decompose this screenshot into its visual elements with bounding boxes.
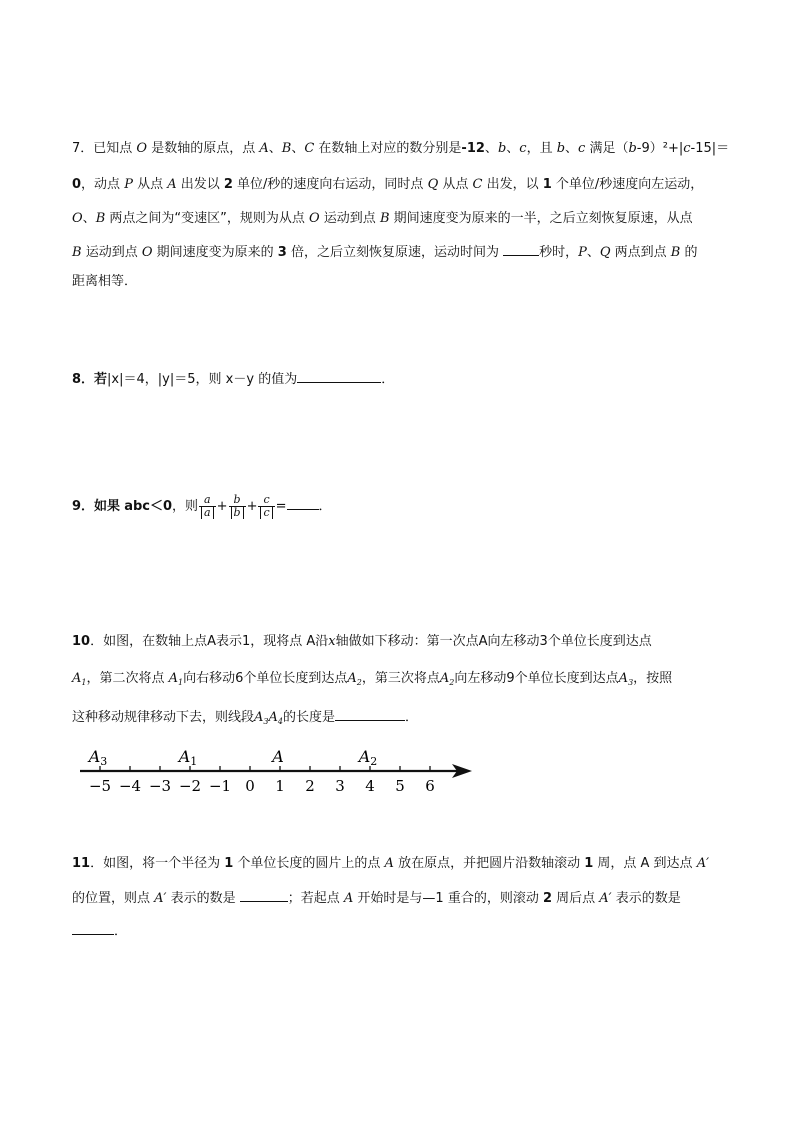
q7l1-seg-22: -15|＝ xyxy=(690,141,730,156)
q9-frac-b: $\frac{b}{b}$ xyxy=(229,494,246,519)
q10-line-3 xyxy=(72,706,418,731)
q10-line-1 xyxy=(72,633,652,651)
q11-l2-g: 表示的数是 xyxy=(611,891,681,906)
point-label: A3 xyxy=(88,747,108,768)
q7l2-seg-6: 2 xyxy=(223,177,233,192)
q10-pt-a1b: $A_1$ xyxy=(168,671,184,687)
q11l1-seg-1: ．如图，将一个半径为 xyxy=(90,856,225,871)
q7l1-seg-7: C xyxy=(304,141,315,156)
q7l1-seg-20: -9）²+| xyxy=(636,141,684,156)
q7l3-seg-1: 、 xyxy=(82,211,96,226)
q7l1-seg-8: 在数轴上对应的数分别是 xyxy=(314,141,462,156)
q10-l3-a: 这种移动规律移动下去，则线段 xyxy=(72,710,255,725)
tick-label: 2 xyxy=(305,777,315,795)
q11-l2-d: 开始时是与 xyxy=(353,891,423,906)
q10-l2-c: ，第三次将点 xyxy=(361,671,440,686)
q7l4-seg-9: Q xyxy=(599,245,611,260)
q7l4-seg-1: 运动到点 xyxy=(81,245,142,260)
q7l1-seg-16: 、 xyxy=(565,141,579,156)
q9-frac-a: $\frac{a}{a}$ xyxy=(199,494,216,519)
q7l1-seg-5: B xyxy=(281,141,292,156)
q9-end: ． xyxy=(318,499,332,514)
q7l1-seg-12: 、 xyxy=(506,141,520,156)
q8-eq4: ＝4， xyxy=(123,372,158,387)
q7l2-seg-0: 0 xyxy=(72,177,82,192)
q7l4-seg-10: 两点到点 xyxy=(610,245,671,260)
tick-label: −5 xyxy=(88,777,112,795)
q11-l3-end: ． xyxy=(114,924,128,939)
q7l2-seg-5: 出发以 xyxy=(176,177,224,192)
q11l1-seg-4: A xyxy=(384,856,394,871)
q7l1-seg-6: 、 xyxy=(291,141,305,156)
q10-pt-a3: $A_3$ xyxy=(618,671,634,687)
q10l1-seg-2: x xyxy=(328,634,336,649)
q9-prefix: 9．如果 xyxy=(72,499,121,514)
q10-pt-a2b: $A_2$ xyxy=(439,671,455,687)
q11-l2-n: 2 xyxy=(542,891,553,906)
q10-l2-a: ，第二次将点 xyxy=(86,671,165,686)
q10-l2-e: ，按照 xyxy=(633,671,673,686)
q7l1-seg-10: 、 xyxy=(484,141,498,156)
q7l3-seg-3: 两点之间为“变速区”，规则为从点 xyxy=(105,211,309,226)
q10-l3-b: 的长度是 xyxy=(282,710,335,725)
tick-label: 6 xyxy=(425,777,435,795)
q11l1-seg-6: 1 xyxy=(584,856,594,871)
q10-pt-a1: $A_1$ xyxy=(72,671,87,687)
q10l1-seg-3: 轴做如下移动：第一次点A向左移动3个单位长度到达点 xyxy=(335,634,652,649)
q7l2-seg-10: C xyxy=(472,177,483,192)
q11-line-2 xyxy=(72,887,681,908)
q8-line xyxy=(72,368,394,389)
tick-label: −2 xyxy=(178,777,202,795)
q7l3-seg-5: 运动到点 xyxy=(319,211,380,226)
tick-label: 0 xyxy=(245,777,255,795)
q7l4-seg-3: 期间速度变为原来的 xyxy=(152,245,278,260)
q7l2-seg-3: 从点 xyxy=(132,177,168,192)
q11-l2-pt2: A xyxy=(343,891,354,906)
q11-l2-f: 周后点 xyxy=(552,891,600,906)
q7l1-seg-14: ，且 xyxy=(526,141,557,156)
q7-line-4 xyxy=(72,241,698,262)
q9-frac-c: $\frac{c}{c}$ xyxy=(258,494,274,519)
q7l2-seg-9: 从点 xyxy=(438,177,473,192)
q7l4-seg-0: B xyxy=(72,245,82,260)
q9-answer-blank[interactable] xyxy=(287,495,319,510)
q10-l2-d: 向左移动9个单位长度到达点 xyxy=(454,671,619,686)
q9-plus-1: + xyxy=(216,499,228,514)
q10-l3-end: ． xyxy=(405,710,419,725)
q7l2-seg-11: 出发，以 xyxy=(482,177,543,192)
q7l3-seg-2: B xyxy=(95,211,106,226)
q7l2-seg-12: 1 xyxy=(542,177,552,192)
q8-abs-x: |x| xyxy=(107,372,124,387)
q11l1-seg-5: 放在原点，并把圆片沿数轴滚动 xyxy=(393,856,585,871)
tick-label: 1 xyxy=(275,777,285,795)
q10-l2-b: 向右移动6个单位长度到达点 xyxy=(183,671,348,686)
q7l2-seg-4: A xyxy=(167,177,177,192)
q7-answer-blank[interactable] xyxy=(503,241,539,256)
q7l3-seg-6: B xyxy=(379,211,390,226)
q7l1-seg-18: 满足（ xyxy=(585,141,629,156)
q9-line xyxy=(72,493,332,521)
tick-label: −4 xyxy=(118,777,142,795)
q8-prefix: 8．若 xyxy=(72,372,108,387)
q8-eq5: ＝5，则 xyxy=(174,372,222,387)
q7l1-seg-13: c xyxy=(519,141,527,156)
q8-abs-y: |y| xyxy=(157,372,175,387)
q7-line-1 xyxy=(72,140,729,158)
q7l2-seg-7: 单位/秒的速度向右运动，同时点 xyxy=(232,177,428,192)
q9-eq: = xyxy=(275,499,287,514)
q7l1-seg-0: 7．已知点 xyxy=(72,141,137,156)
q10-answer-blank[interactable] xyxy=(335,706,405,721)
q7l2-seg-13: 个单位/秒速度向左运动， xyxy=(551,177,704,192)
q7l4-seg-8: 、 xyxy=(586,245,600,260)
q11l1-seg-3: 个单位长度的圆片上的点 xyxy=(233,856,385,871)
q8-end: ． xyxy=(381,372,395,387)
q9-condition: abc＜0 xyxy=(124,499,173,514)
q7l1-seg-11: b xyxy=(497,141,507,156)
q8-expr: x－y xyxy=(225,372,255,387)
q11-line-1 xyxy=(72,855,709,873)
q7l4-seg-12: 的 xyxy=(680,245,698,260)
q7l2-seg-1: ，动点 xyxy=(81,177,125,192)
q11-l2-b: 表示的数是 xyxy=(166,891,240,906)
q7l4-seg-5: 倍，之后立刻恢复原速，运动时间为 xyxy=(286,245,504,260)
q7l1-seg-21: c xyxy=(683,141,691,156)
tick-label: 3 xyxy=(335,777,345,795)
q10l1-seg-0: 10 xyxy=(72,634,91,649)
tick-label: 5 xyxy=(395,777,405,795)
q7l4-seg-7: P xyxy=(578,245,587,260)
q11-answer-blank-2[interactable] xyxy=(72,920,114,935)
q11-answer-blank-1[interactable] xyxy=(240,887,288,902)
point-label: A xyxy=(272,747,284,766)
q7l3-seg-7: 期间速度变为原来的一半，之后立刻恢复原速，从点 xyxy=(389,211,693,226)
q10-line-2 xyxy=(72,670,672,692)
point-label: A2 xyxy=(358,747,378,768)
q7l1-seg-3: A xyxy=(259,141,269,156)
q7l2-seg-2: P xyxy=(124,177,133,192)
q7l1-seg-19: b xyxy=(628,141,637,156)
q11-l2-val: —1 xyxy=(422,891,444,906)
q7l2-seg-8: Q xyxy=(427,177,439,192)
q11l1-seg-0: 11 xyxy=(72,856,91,871)
q10-pt-a2: $A_2$ xyxy=(347,671,362,687)
q7l1-seg-9: -12 xyxy=(461,141,485,156)
q11l1-seg-8: A′ xyxy=(696,856,710,871)
q10l1-seg-1: ．如图，在数轴上点A表示1，现将点 A沿 xyxy=(90,634,329,649)
q9-then: ，则 xyxy=(172,499,199,514)
q11-line-3 xyxy=(72,920,127,941)
q10-segment: $A_3A_4$ xyxy=(254,710,283,726)
tick-label: −1 xyxy=(208,777,232,795)
q7l1-seg-4: 、 xyxy=(268,141,282,156)
q11-l2-pt: A′ xyxy=(154,891,167,906)
q11-l2-e: 重合的，则滚动 xyxy=(443,891,543,906)
q7l1-seg-1: O xyxy=(136,141,148,156)
q7l4-seg-4: 3 xyxy=(277,245,287,260)
q7-line-5: 距离相等． xyxy=(72,274,138,289)
q7l1-seg-17: c xyxy=(578,141,586,156)
q7-line-2 xyxy=(72,176,703,194)
q7l4-seg-6: 秒时， xyxy=(539,245,579,260)
tick-label: −3 xyxy=(148,777,172,795)
q11l1-seg-7: 周，点 A 到达点 xyxy=(593,856,697,871)
q7l3-seg-0: O xyxy=(72,211,83,226)
q11-l2-c: ；若起点 xyxy=(287,891,344,906)
q7l1-seg-15: b xyxy=(556,141,566,156)
q11l1-seg-2: 1 xyxy=(224,856,234,871)
q7l4-seg-11: B xyxy=(670,245,681,260)
number-line-figure xyxy=(78,744,478,796)
q7-line-3 xyxy=(72,210,693,228)
q7l4-seg-2: O xyxy=(141,245,153,260)
q7l3-seg-4: O xyxy=(309,211,320,226)
q11-l2-a: 的位置，则点 xyxy=(72,891,155,906)
point-label: A1 xyxy=(178,747,198,768)
q8-answer-blank[interactable] xyxy=(297,368,381,383)
q11-l2-pt3: A′ xyxy=(599,891,612,906)
q9-plus-2: + xyxy=(246,499,258,514)
tick-label: 4 xyxy=(365,777,375,795)
q7l1-seg-2: 是数轴的原点，点 xyxy=(147,141,260,156)
q8-suffix: 的值为 xyxy=(258,372,298,387)
